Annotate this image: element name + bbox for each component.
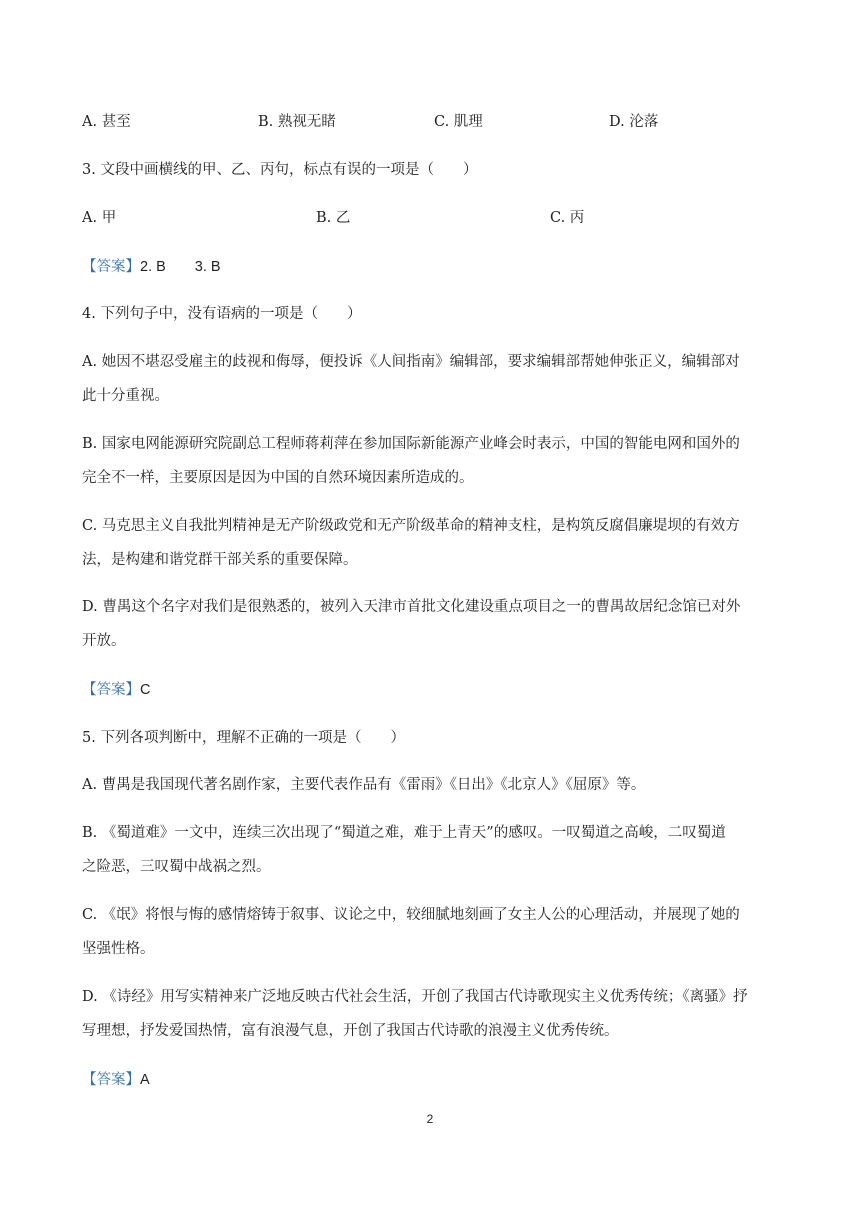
page-number: 2 [426, 1112, 434, 1126]
answer-tag: 【答案】 [82, 259, 140, 275]
option-c: C. 肌理 [434, 114, 483, 130]
answer-value: C [140, 682, 151, 698]
answer-value: A [140, 1072, 150, 1088]
question-5-option-c-line1: C. 《氓》将恨与悔的感情熔铸于叙事、议论之中，较细腻地刻画了女主人公的心理活动，并展现了她的 [82, 907, 740, 923]
option-a: A. 甚至 [82, 114, 131, 130]
answer-value: 2. B 3. B [140, 259, 221, 275]
option-c: C. 丙 [550, 210, 585, 226]
question-3-options [82, 208, 782, 228]
option-b: B. 乙 [316, 210, 351, 226]
question-4-option-b-line2: 完全不一样，主要原因是因为中国的自然环境因素所造成的。 [82, 470, 474, 486]
question-4-stem: 4. 下列句子中，没有语病的一项是（ ） [82, 306, 362, 322]
answer-tag: 【答案】 [82, 1072, 140, 1088]
question-2-options [82, 112, 782, 132]
question-5-option-d-line1: D. 《诗经》用写实精神来广泛地反映古代社会生活，开创了我国古代诗歌现实主义优秀传统；《离骚》抒 [82, 989, 748, 1005]
question-4-option-c-line2: 法，是构建和谐党群干部关系的重要保障。 [82, 552, 358, 568]
option-d: D. 沦落 [609, 114, 659, 130]
question-4-option-c-line1: C. 马克思主义自我批判精神是无产阶级政党和无产阶级革命的精神支柱，是构筑反腐倡廉堤坝的有效方 [82, 518, 740, 534]
option-a: A. 甲 [82, 210, 117, 226]
option-b: B. 熟视无睹 [258, 114, 336, 130]
question-5-stem: 5. 下列各项判断中，理解不正确的一项是（ ） [82, 730, 405, 746]
question-5-option-b-line2: 之险恶，三叹蜀中战祸之烈。 [82, 859, 271, 875]
question-4-option-b-line1: B. 国家电网能源研究院副总工程师蒋莉萍在参加国际新能源产业峰会时表示，中国的智能电网和国外的 [82, 436, 740, 452]
question-4-option-a-line2: 此十分重视。 [82, 388, 169, 404]
question-5-option-c-line2: 坚强性格。 [82, 941, 155, 957]
answer-line [82, 1070, 150, 1090]
question-3-stem: 3. 文段中画横线的甲、乙、丙句，标点有误的一项是（ ） [82, 162, 478, 178]
question-4-option-a-line1: A. 她因不堪忍受雇主的歧视和侮辱，便投诉《人间指南》编辑部，要求编辑部帮她伸张正义，编辑部对 [82, 354, 740, 370]
answer-tag: 【答案】 [82, 682, 140, 698]
answer-line [82, 680, 150, 700]
question-4-option-d-line1: D. 曹禺这个名字对我们是很熟悉的，被列入天津市首批文化建设重点项目之一的曹禺故居纪念馆已对外 [82, 599, 741, 615]
question-5-option-d-line2: 写理想，抒发爱国热情，富有浪漫气息，开创了我国古代诗歌的浪漫主义优秀传统。 [82, 1023, 619, 1039]
question-5-option-b-line1: B. 《蜀道难》一文中，连续三次出现了“蜀道之难，难于上青天”的感叹。一叹蜀道之高峻，二叹蜀道 [82, 825, 726, 841]
question-4-option-d-line2: 开放。 [82, 633, 126, 649]
question-5-option-a: A. 曹禺是我国现代著名剧作家，主要代表作品有《雷雨》《日出》《北京人》《屈原》等。 [82, 777, 646, 793]
answer-line [82, 257, 221, 277]
